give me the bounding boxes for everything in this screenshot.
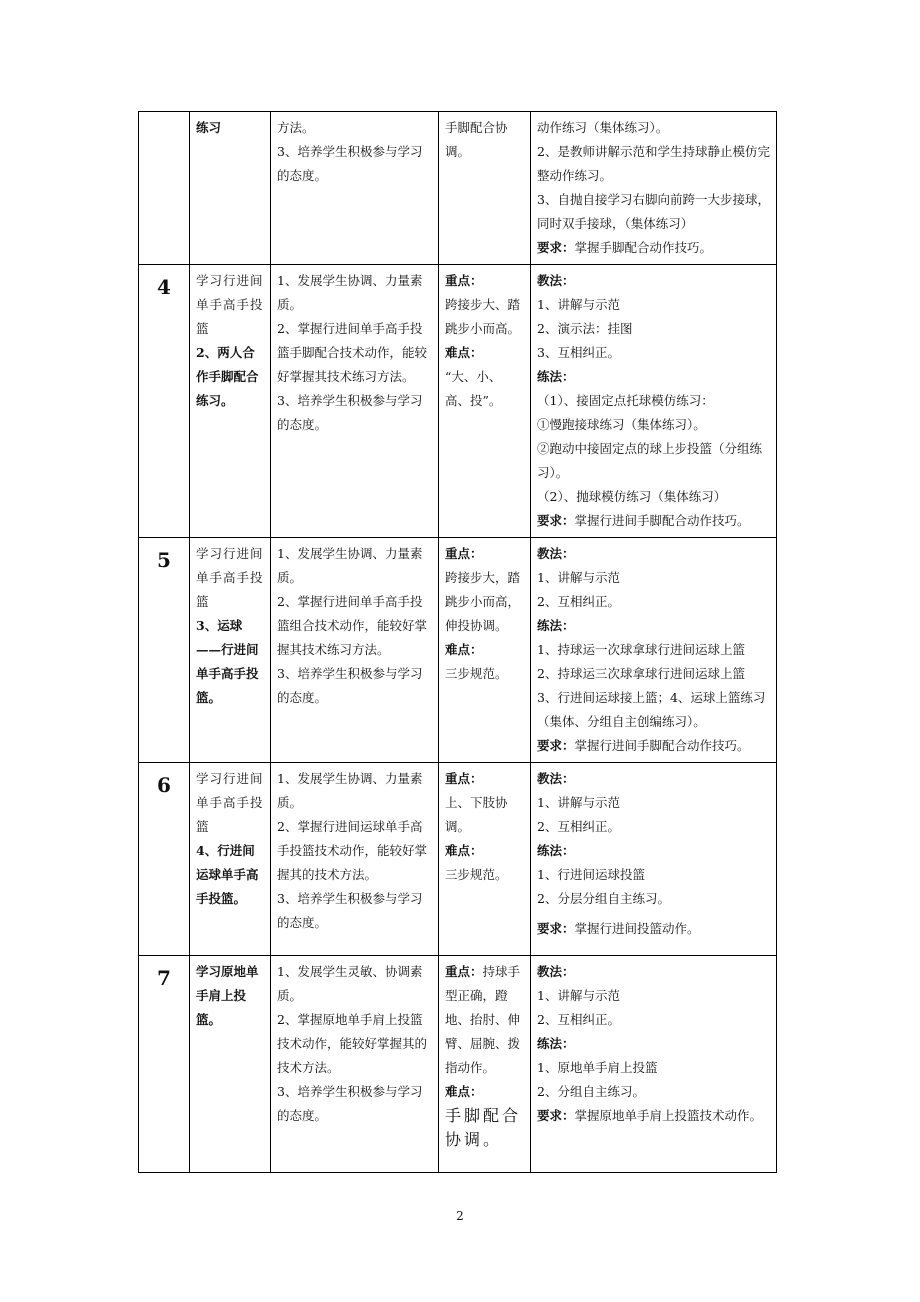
- method-item: 1、讲解与示范: [537, 570, 620, 585]
- method-item: 1、讲解与示范: [537, 297, 620, 312]
- goal-item: 1、发展学生灵敏、协调素质。: [277, 964, 423, 1003]
- method-item: 3、互相纠正。: [537, 345, 620, 360]
- method-item: 2、演示法：挂图: [537, 321, 633, 336]
- goal-item: 2、掌握行进间单手高手投篮手脚配合技术动作，能较好掌握其技术练习方法。: [277, 321, 428, 384]
- lesson-methods: [531, 538, 777, 763]
- lesson-goals: [271, 265, 439, 538]
- focus-item: 重点：: [445, 546, 483, 561]
- focus-item: 重点：持球手型正确，蹬地、抬肘、伸臂、屈腕、拨指动作。: [445, 964, 521, 1075]
- lesson-methods: [531, 763, 777, 956]
- method-item: 2、互相纠正。: [537, 594, 620, 609]
- method-item: 教法：: [537, 273, 575, 288]
- goal-item: 3、培养学生积极参与学习的态度。: [277, 666, 423, 705]
- topic-text: 学习行进间单手高手投篮: [196, 771, 264, 834]
- focus-item: 难点：: [445, 1084, 483, 1099]
- method-item: （1）、接固定点托球模仿练习：: [537, 393, 714, 408]
- lesson-methods: [531, 956, 777, 1173]
- method-item: 1、讲解与示范: [537, 988, 620, 1003]
- focus-item: 手脚配合协调。: [445, 1106, 522, 1149]
- goal-item: 2、掌握原地单手肩上投篮技术动作，能较好掌握其的技术方法。: [277, 1012, 428, 1075]
- method-item: 动作练习（集体练习）。: [537, 120, 669, 135]
- method-item: 2、分组自主练习。: [537, 1084, 645, 1099]
- method-item: 2、互相纠正。: [537, 1012, 620, 1027]
- lesson-methods: [531, 265, 777, 538]
- lesson-topic: [190, 112, 271, 265]
- focus-item: 难点：: [445, 843, 483, 858]
- method-item: 1、讲解与示范: [537, 795, 620, 810]
- method-item: 要求：掌握行进间投篮动作。: [537, 921, 700, 936]
- method-item: 1、原地单手肩上投篮: [537, 1060, 658, 1075]
- method-item: 教法：: [537, 771, 575, 786]
- lesson-goals: [271, 112, 439, 265]
- method-item: 要求：掌握行进间手脚配合动作技巧。: [537, 513, 750, 528]
- focus-item: 难点：: [445, 642, 483, 657]
- method-item: 要求：掌握原地单手肩上投篮技术动作。: [537, 1108, 763, 1123]
- method-item: 练法：: [537, 843, 575, 858]
- lesson-topic: [190, 538, 271, 763]
- goal-item: 2、掌握行进间运球单手高手投篮技术动作，能较好掌握其的技术方法。: [277, 819, 428, 882]
- page-number: 2: [456, 1209, 464, 1223]
- focus-item: 重点：: [445, 771, 483, 786]
- topic-text: 学习原地单手肩上投篮。: [196, 964, 259, 1027]
- topic-text: 练习: [196, 120, 222, 135]
- lesson-number: 7: [139, 956, 190, 1173]
- method-item: 要求：掌握行进间手脚配合动作技巧。: [537, 738, 750, 753]
- goal-item: 3、培养学生积极参与学习的态度。: [277, 1084, 423, 1123]
- focus-item: 难点：: [445, 345, 483, 360]
- method-item: 2、持球运三次球拿球行进间运球上篮: [537, 666, 745, 681]
- lesson-topic: [190, 265, 271, 538]
- lesson-row: [139, 956, 777, 1173]
- topic-text: 4、行进间运球单手高手投篮。: [196, 843, 259, 906]
- method-item: 3、自抛自接学习右脚向前跨一大步接球，同时双手接球，（集体练习）: [537, 192, 770, 231]
- method-item: 练法：: [537, 618, 575, 633]
- lesson-number: [139, 112, 190, 265]
- lesson-focus: [439, 112, 531, 265]
- topic-text: 学习行进间单手高手投篮: [196, 546, 264, 609]
- focus-item: 上、下肢协调。: [445, 795, 508, 834]
- lesson-number: 6: [139, 763, 190, 956]
- method-item: 要求：掌握手脚配合动作技巧。: [537, 240, 713, 255]
- method-item: ②跑动中接固定点的球上步投篮（分组练习）。: [537, 441, 763, 480]
- focus-item: 跨接步大、踏跳步小而高。: [445, 297, 521, 336]
- goal-item: 1、发展学生协调、力量素质。: [277, 273, 423, 312]
- method-item: 练法：: [537, 369, 575, 384]
- lesson-goals: [271, 956, 439, 1173]
- method-item: 3、行进间运球接上篮；4、运球上篮练习（集体、分组自主创编练习）。: [537, 690, 766, 729]
- lesson-goals: [271, 538, 439, 763]
- focus-item: 跨接步大，踏跳步小而高，伸投协调。: [445, 570, 521, 633]
- method-item: 练法：: [537, 1036, 575, 1051]
- lesson-number: 5: [139, 538, 190, 763]
- goal-item: 方法。: [277, 120, 315, 135]
- method-item: 2、是教师讲解示范和学生持球静止模仿完整动作练习。: [537, 144, 770, 183]
- method-item: 1、行进间运球投篮: [537, 867, 645, 882]
- focus-item: 重点：: [445, 273, 483, 288]
- method-item: ①慢跑接球练习（集体练习）。: [537, 417, 706, 432]
- focus-item: “大、小、高、投”。: [445, 369, 502, 408]
- lesson-plan-table: [138, 111, 777, 1173]
- goal-item: 3、培养学生积极参与学习的态度。: [277, 891, 423, 930]
- goal-item: 2、掌握行进间单手高手投篮组合技术动作，能较好掌握其技术练习方法。: [277, 594, 428, 657]
- topic-text: 3、运球——行进间单手高手投篮。: [196, 618, 259, 705]
- goal-item: 3、培养学生积极参与学习的态度。: [277, 144, 423, 183]
- lesson-focus: [439, 956, 531, 1173]
- focus-item: 三步规范。: [445, 666, 508, 681]
- goal-item: 1、发展学生协调、力量素质。: [277, 771, 423, 810]
- lesson-row: [139, 763, 777, 956]
- lesson-topic: [190, 956, 271, 1173]
- method-item: 2、互相纠正。: [537, 819, 620, 834]
- method-item: 2、分层分组自主练习。: [537, 891, 670, 906]
- topic-text: 学习行进间单手高手投篮: [196, 273, 264, 336]
- lesson-methods: [531, 112, 777, 265]
- lesson-topic: [190, 763, 271, 956]
- lesson-goals: [271, 763, 439, 956]
- focus-item: 手脚配合协调。: [445, 120, 508, 159]
- lesson-focus: [439, 538, 531, 763]
- goal-item: 1、发展学生协调、力量素质。: [277, 546, 423, 585]
- topic-text: 2、两人合作手脚配合练习。: [196, 345, 259, 408]
- lesson-number: 4: [139, 265, 190, 538]
- method-item: 教法：: [537, 546, 575, 561]
- focus-item: 三步规范。: [445, 867, 508, 882]
- goal-item: 3、培养学生积极参与学习的态度。: [277, 393, 423, 432]
- lesson-focus: [439, 265, 531, 538]
- method-item: 1、持球运一次球拿球行进间运球上篮: [537, 642, 745, 657]
- lesson-focus: [439, 763, 531, 956]
- lesson-row: [139, 265, 777, 538]
- method-item: （2）、抛球模仿练习（集体练习）: [537, 489, 727, 504]
- lesson-row: [139, 112, 777, 265]
- method-item: 教法：: [537, 964, 575, 979]
- lesson-row: [139, 538, 777, 763]
